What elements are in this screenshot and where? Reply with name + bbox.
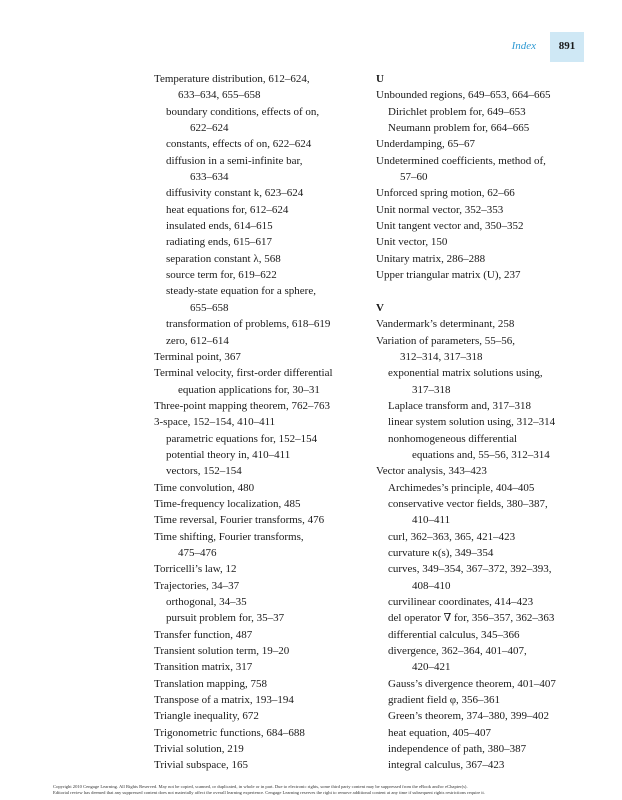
index-entry: Time reversal, Fourier transforms, 476	[154, 514, 325, 527]
index-entry: 408–410	[412, 579, 451, 592]
index-entry: Unit tangent vector and, 350–352	[376, 220, 524, 233]
index-entry: Torricelli’s law, 12	[154, 563, 237, 576]
index-entry: constants, effects of on, 622–624	[166, 138, 312, 151]
index-entry: radiating ends, 615–617	[166, 236, 273, 249]
running-head-title: Index	[511, 40, 536, 52]
index-entry: 655–658	[190, 301, 229, 314]
index-entry: Trigonometric functions, 684–688	[154, 726, 305, 739]
index-entry: Trivial subspace, 165	[154, 759, 249, 772]
index-entry: parametric equations for, 152–154	[166, 432, 318, 445]
index-entry: heat equation, 405–407	[388, 726, 491, 739]
section-spacer	[376, 283, 586, 299]
index-entry: Vector analysis, 343–423	[376, 465, 487, 478]
index-entry: boundary conditions, effects of on,	[166, 105, 320, 118]
index-entry: curl, 362–363, 365, 421–423	[388, 530, 516, 543]
index-entry: divergence, 362–364, 401–407,	[388, 645, 527, 658]
index-entry: Underdamping, 65–67	[376, 138, 475, 151]
index-entry: exponential matrix solutions using,	[388, 367, 543, 380]
index-entry: Translation mapping, 758	[154, 677, 267, 690]
index-entry: integral calculus, 367–423	[388, 759, 505, 772]
index-entry: 57–60	[400, 171, 428, 184]
page-number: 891	[558, 40, 576, 52]
index-entry: independence of path, 380–387	[388, 743, 527, 756]
index-entry: Transfer function, 487	[154, 628, 253, 641]
index-entry: transformation of problems, 618–619	[166, 318, 331, 331]
index-entry: equation applications for, 30–31	[178, 383, 320, 396]
index-entry: zero, 612–614	[166, 334, 229, 347]
index-entry: gradient field φ, 356–361	[388, 694, 501, 707]
index-entry: 312–314, 317–318	[400, 350, 483, 363]
index-entry: Triangle inequality, 672	[154, 710, 259, 723]
index-entry: Transition matrix, 317	[154, 661, 253, 674]
index-entry: Gauss’s divergence theorem, 401–407	[388, 677, 556, 690]
index-entry: heat equations for, 612–624	[166, 203, 289, 216]
index-entry: Temperature distribution, 612–624,	[154, 73, 310, 85]
index-entry: Time convolution, 480	[154, 481, 255, 494]
index-entry: Upper triangular matrix (U), 237	[376, 269, 521, 282]
index-entry: del operator ∇ for, 356–357, 362–363	[388, 612, 555, 625]
index-entry: 633–634, 655–658	[178, 89, 261, 102]
index-entry: equations and, 55–56, 312–314	[412, 448, 550, 461]
index-entry: 420–421	[412, 661, 451, 674]
index-entry: Unforced spring motion, 62–66	[376, 187, 515, 200]
index-entry: Trivial solution, 219	[154, 743, 244, 756]
index-entry: Three-point mapping theorem, 762–763	[154, 399, 330, 412]
index-entry: 3-space, 152–154, 410–411	[154, 416, 276, 429]
index-entry: source term for, 619–622	[166, 269, 277, 282]
index-entry: 475–476	[178, 546, 217, 559]
index-entry: 622–624	[190, 122, 229, 135]
index-entry: Laplace transform and, 317–318	[388, 399, 531, 412]
index-entry: diffusion in a semi-infinite bar,	[166, 154, 303, 167]
index-entry: Time-frequency localization, 485	[154, 497, 301, 510]
index-column-right	[376, 71, 586, 774]
copyright-line-2: Editorial review has deemed that any suppressed content does not materially affect the overall learning experience. Cengage Learning reserves the right to remove additional content at any time if subsequent rights restrictions require it.	[53, 790, 485, 795]
index-entry: 317–318	[412, 383, 451, 396]
index-entry: Green’s theorem, 374–380, 399–402	[388, 710, 549, 723]
index-entry: Transpose of a matrix, 193–194	[154, 694, 294, 707]
index-entry: potential theory in, 410–411	[166, 448, 291, 461]
index-entry: vectors, 152–154	[166, 465, 242, 478]
index-entry: insulated ends, 614–615	[166, 220, 273, 233]
index-entry: Unit normal vector, 352–353	[376, 203, 504, 216]
index-entry: Neumann problem for, 664–665	[388, 122, 530, 135]
index-entry: differential calculus, 345–366	[388, 628, 520, 641]
section-letter: V	[376, 301, 384, 314]
index-entry: separation constant λ, 568	[166, 252, 281, 265]
index-entry: Archimedes’s principle, 404–405	[388, 481, 535, 494]
section-letter: U	[376, 73, 384, 85]
index-column-left	[154, 71, 359, 774]
index-entry: pursuit problem for, 35–37	[166, 612, 285, 625]
index-entry: diffusivity constant k, 623–624	[166, 187, 304, 200]
index-entry: Time shifting, Fourier transforms,	[154, 530, 304, 543]
index-entry: Trajectories, 34–37	[154, 579, 240, 592]
index-entry: Terminal velocity, first-order differential	[154, 367, 333, 380]
index-entry: conservative vector fields, 380–387,	[388, 497, 548, 510]
index-entry: Variation of parameters, 55–56,	[376, 334, 515, 347]
index-entry: Undetermined coefficients, method of,	[376, 154, 546, 167]
index-entry: 410–411	[412, 514, 451, 527]
copyright-footer	[53, 784, 593, 796]
index-entry: Vandermark’s determinant, 258	[376, 318, 515, 331]
index-entry: Unit vector, 150	[376, 236, 448, 249]
index-entry: curvature κ(s), 349–354	[388, 546, 494, 559]
copyright-line-1: Copyright 2010 Cengage Learning. All Rights Reserved. May not be copied, scanned, or duplicated, in whole or in part. Due to electronic rights, some third party content may be suppressed from the eBook and/or eChapter(s).	[53, 784, 468, 789]
index-entry: nonhomogeneous differential	[388, 432, 518, 445]
index-entry: Dirichlet problem for, 649–653	[388, 105, 526, 118]
index-entry: steady-state equation for a sphere,	[166, 285, 316, 298]
index-entry: Terminal point, 367	[154, 350, 241, 363]
index-entry: curves, 349–354, 367–372, 392–393,	[388, 563, 552, 576]
index-entry: 633–634	[190, 171, 229, 184]
index-entry: linear system solution using, 312–314	[388, 416, 556, 429]
index-entry: curvilinear coordinates, 414–423	[388, 596, 534, 608]
index-entry: Transient solution term, 19–20	[154, 645, 290, 658]
index-entry: orthogonal, 34–35	[166, 596, 247, 608]
index-entry: Unitary matrix, 286–288	[376, 252, 486, 265]
index-entry: Unbounded regions, 649–653, 664–665	[376, 89, 551, 102]
